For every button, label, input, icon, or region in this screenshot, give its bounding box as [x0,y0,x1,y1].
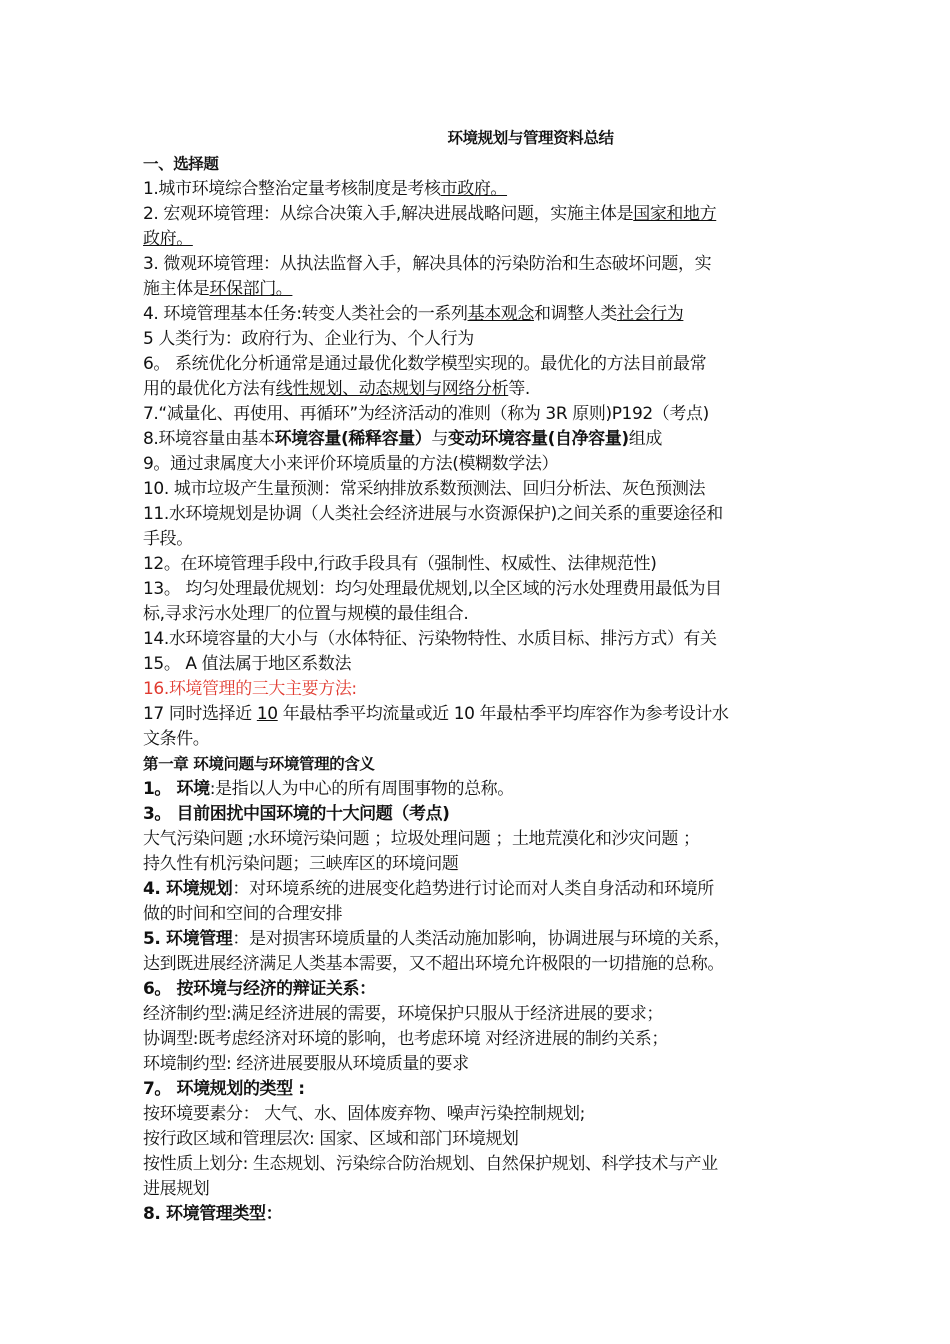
item-text: 标,寻求污水处理厂的位置与规模的最佳组合. [143,604,469,624]
item-text: ：是对损害环境质量的人类活动施加影响，协调进展与环境的关系， [232,929,731,949]
underlined-answer: 基本观念 [467,304,534,324]
item-text: 2. 宏观环境管理：从综合决策入手,解决进展战略问题，实施主体是 [143,204,634,224]
document-page [143,124,818,1227]
item-17 [143,702,818,752]
chapter-item-7-line-2: 按行政区域和管理层次: 国家、区域和部门环境规划 [143,1129,519,1149]
bold-term: 变动环境容量(自净容量) [448,429,629,449]
item-text: 1.城市环境综合整治定量考核制度是考核 [143,179,441,199]
item-16: 16.环境管理的三大主要方法: [143,679,357,699]
item-text: 手段。 [143,529,193,549]
bold-term: 4. 环境规划 [143,879,233,899]
item-1 [143,177,818,202]
item-text: 17 同时选择近 [143,704,257,724]
item-2 [143,202,818,252]
item-text: 8.环境容量由基本 [143,429,275,449]
item-text: :是指以人为中心的所有周围事物的总称。 [209,779,514,799]
item-4 [143,302,818,327]
item-14: 14.水环境容量的大小与（水体特征、污染物特性、水质目标、排污方式）有关 [143,629,717,649]
item-text: 达到既进展经济满足人类基本需要，又不超出环境允许极限的一切措施的总称。 [143,954,724,974]
chapter-item-7-line-1: 按环境要素分： 大气、水、固体废弃物、噪声污染控制规划; [143,1104,585,1124]
chapter-item-7: 7。 环境规划的类型 : [143,1079,305,1099]
chapter-item-3-line-2: 持久性有机污染问题；三峡库区的环境问题 [143,854,459,874]
item-text: 4. 环境管理基本任务:转变人类社会的一系列 [143,304,468,324]
chapter-item-7-line-4: 进展规划 [143,1179,210,1199]
item-text: 11.水环境规划是协调（人类社会经济进展与水资源保护)之间关系的重要途径和 [143,504,723,524]
underlined-answer: 线性规划、动态规划与网络分析 [275,379,509,399]
chapter-item-6-line-2: 协调型:既考虑经济对环境的影响，也考虑环境 对经济进展的制约关系； [143,1029,668,1049]
bold-term: 环境容量(稀释容量） [274,429,432,449]
item-13 [143,577,818,627]
chapter-item-8: 8. 环境管理类型： [143,1204,283,1224]
underlined-answer: 市政府。 [440,179,508,199]
item-text: 3. 微观环境管理：从执法监督入手，解决具体的污染防治和生态破坏问题，实 [143,254,712,274]
item-text: 用的最优化方法有 [143,379,276,399]
item-12: 12。在环境管理手段中,行政手段具有（强制性、权威性、法律规范性) [143,554,657,574]
item-text: 做的时间和空间的合理安排 [143,904,343,924]
bold-term: 1。 环境 [143,779,210,799]
chapter-item-3: 3。 目前困扰中国环境的十大问题（考点) [143,804,450,824]
chapter-item-6-line-1: 经济制约型:满足经济进展的需要，环境保护只服从于经济进展的要求； [143,1004,663,1024]
item-text: 施主体是 [143,279,210,299]
chapter-item-6: 6。 按环境与经济的辩证关系： [143,979,376,999]
item-6 [143,352,818,402]
chapter-heading: 第一章 环境问题与环境管理的含义 [143,755,375,773]
item-text: 和调整人类 [533,304,617,324]
bold-term: 5. 环境管理 [143,929,233,949]
chapter-item-1 [143,777,818,802]
item-text: 与 [431,429,449,449]
underlined-answer: 10 [256,704,278,724]
underlined-answer: 社会行为 [616,304,684,324]
item-9: 9。通过隶属度大小来评价环境质量的方法(模糊数学法） [143,454,559,474]
item-text: 组成 [628,429,662,449]
item-text: 年最枯季平均流量或近 10 年最枯季平均库容作为参考设计水 [277,704,729,724]
chapter-item-7-line-3: 按性质上划分: 生态规划、污染综合防治规划、自然保护规划、科学技术与产业 [143,1154,718,1174]
chapter-item-6-line-3: 环境制约型: 经济进展要服从环境质量的要求 [143,1054,469,1074]
item-11 [143,502,818,552]
underlined-answer: 环保部门。 [209,279,293,299]
chapter-item-4 [143,877,818,927]
item-text: 文条件。 [143,729,210,749]
chapter-item-5 [143,927,818,977]
chapter-item-3-line-1: 大气污染问题 ;水环境污染问题 ；垃圾处理问题 ；土地荒漠化和沙灾问题 ； [143,829,700,849]
section-heading-choice: 一、选择题 [143,155,219,173]
underlined-answer: 国家和地方 [633,204,717,224]
item-3 [143,252,818,302]
item-8 [143,427,818,452]
item-text: ：对环境系统的进展变化趋势进行讨论而对人类自身活动和环境所 [232,879,714,899]
item-15: 15。 A 值法属于地区系数法 [143,654,352,674]
item-5: 5 人类行为：政府行为、企业行为、个人行为 [143,329,474,349]
item-text: 等. [508,379,530,399]
underlined-answer: 政府。 [143,229,193,249]
item-text: 6。 系统优化分析通常是通过最优化数学模型实现的。最优化的方法目前最常 [143,354,707,374]
item-text: 13。 均匀处理最优规划：均匀处理最优规划,以全区域的污水处理费用最低为目 [143,579,722,599]
document-title: 环境规划与管理资料总结 [447,129,614,147]
item-7: 7.“减量化、再使用、再循环”为经济活动的准则（称为 3R 原则)P192（考点) [143,404,709,424]
item-10: 10. 城市垃圾产生量预测：常采纳排放系数预测法、回归分析法、灰色预测法 [143,479,706,499]
